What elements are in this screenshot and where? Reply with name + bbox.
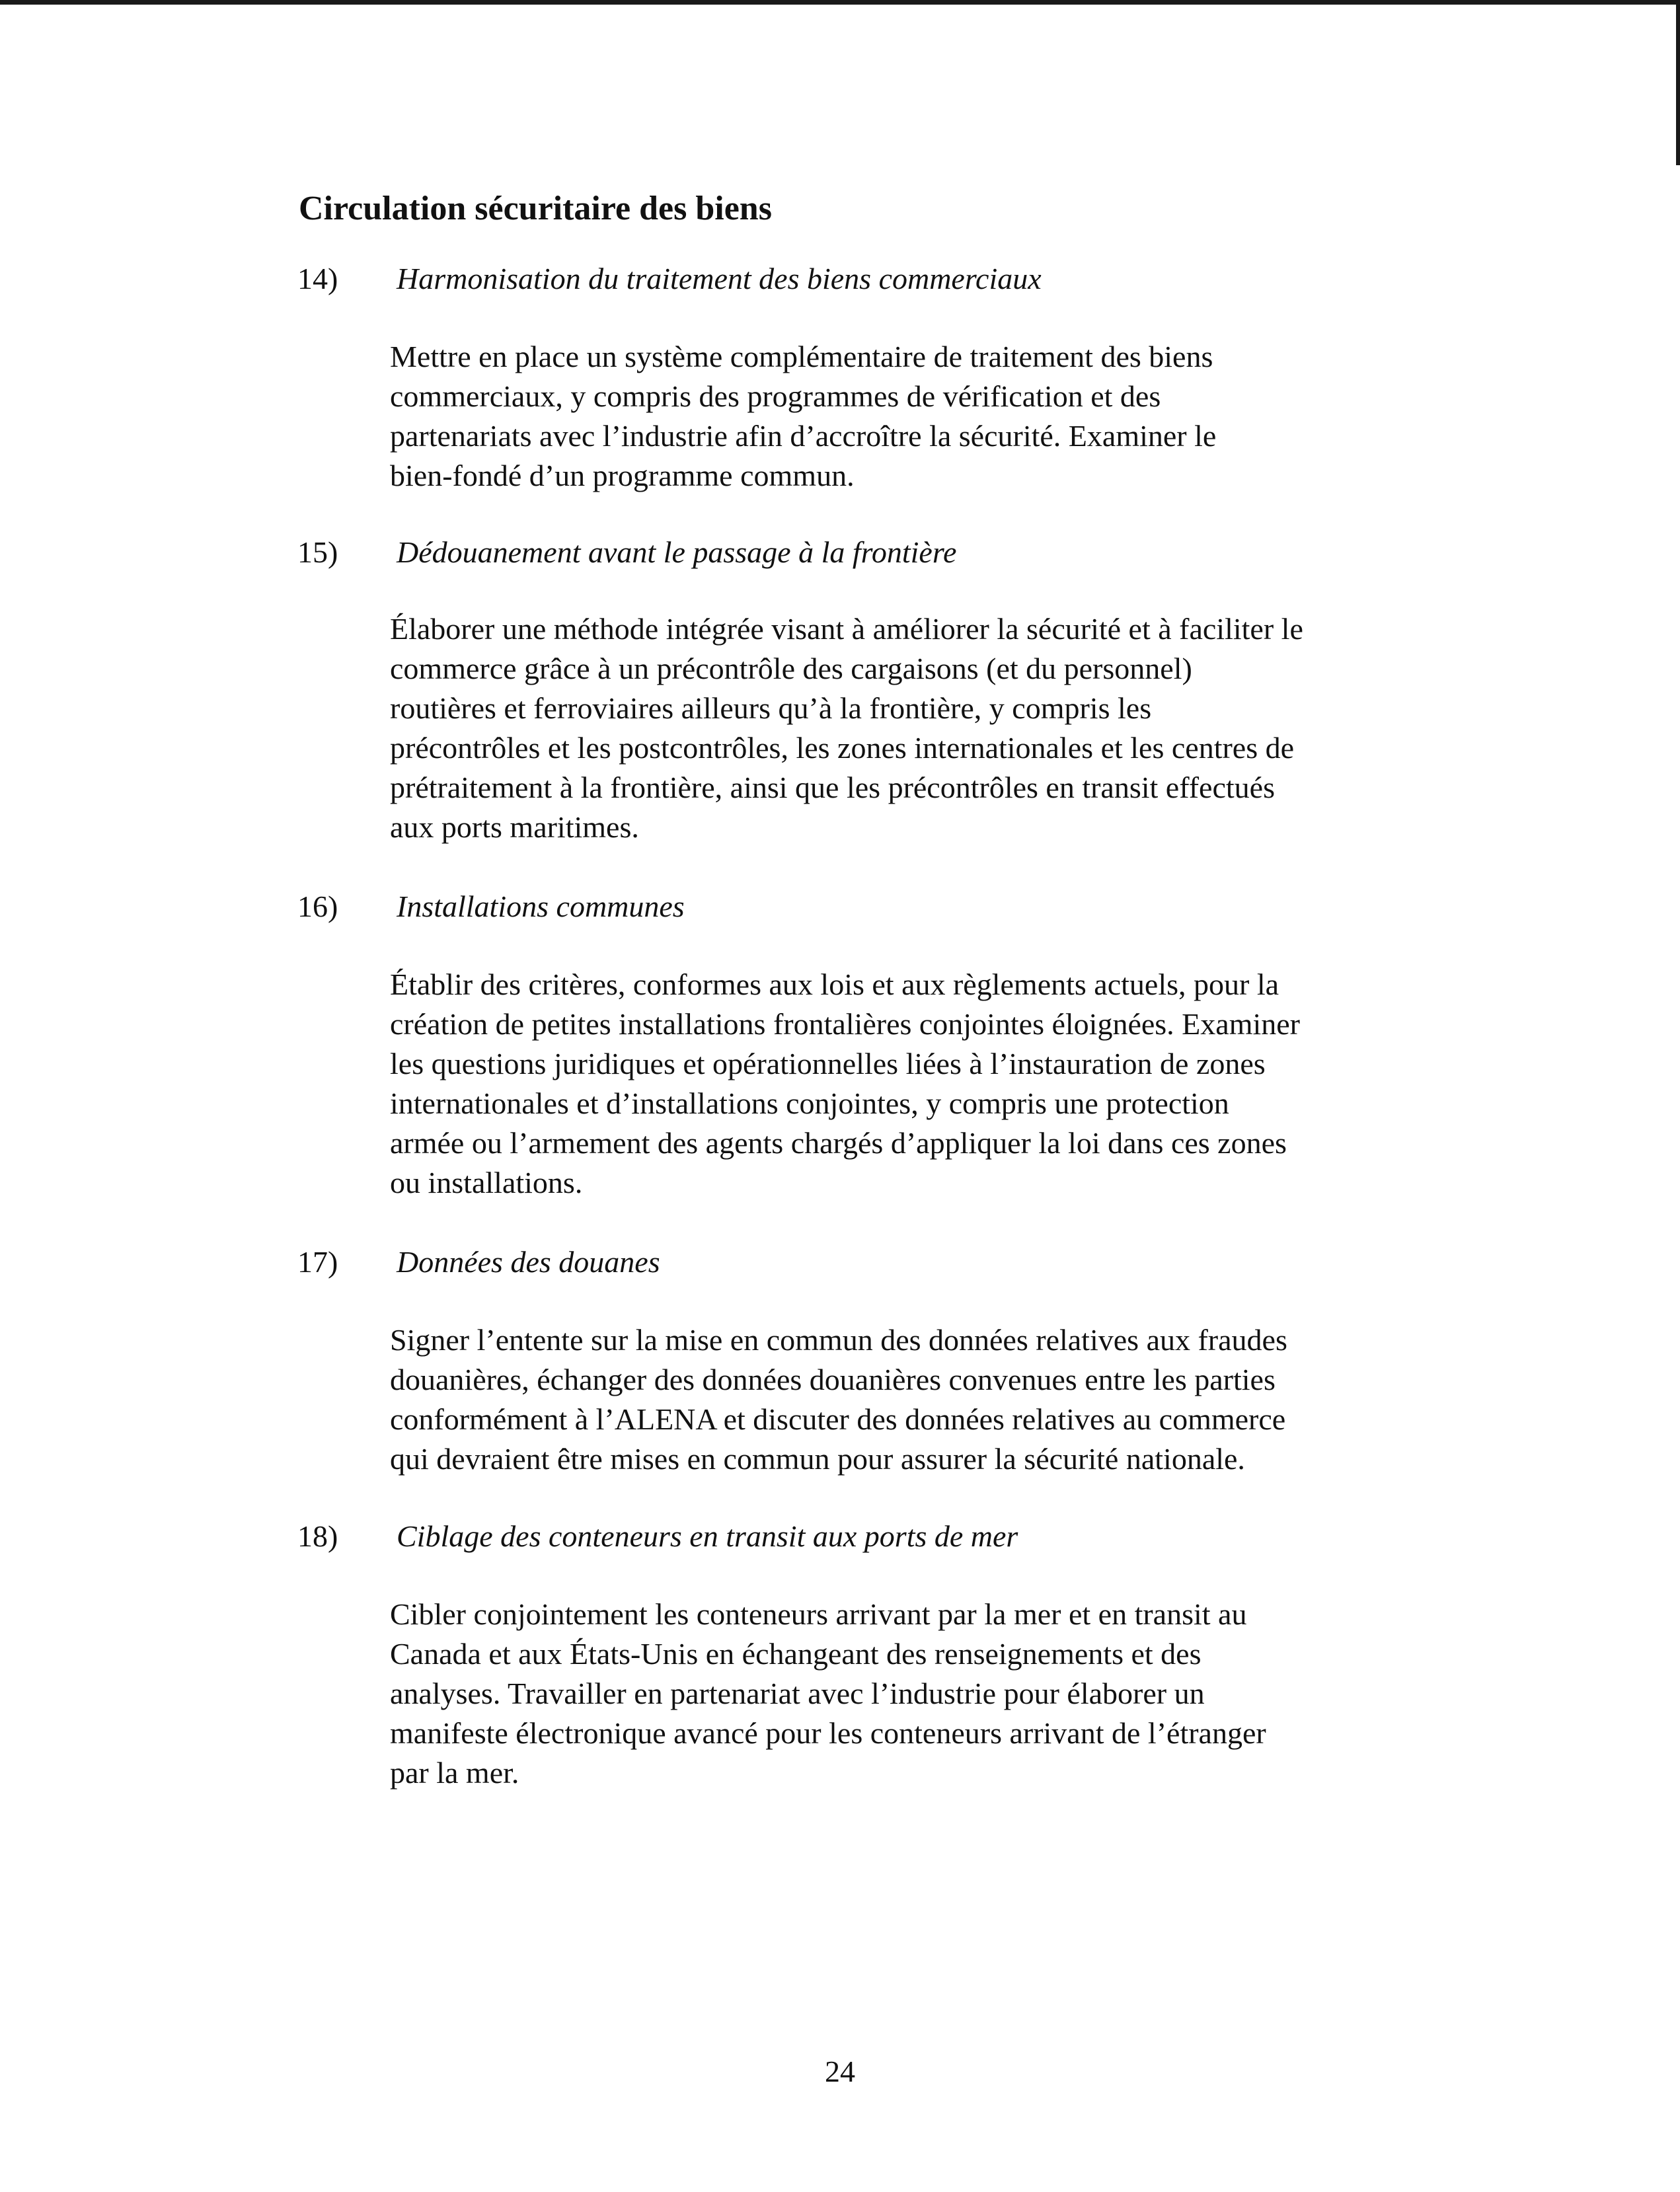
body-line: Élaborer une méthode intégrée visant à améliorer la sécurité et à faciliter le xyxy=(390,612,1303,646)
item-number: 14) xyxy=(297,262,338,295)
body-line: internationales et d’installations conjointes, y compris une protection xyxy=(390,1086,1229,1120)
body-line: routières et ferroviaires ailleurs qu’à la frontière, y compris les xyxy=(390,691,1152,725)
item-title: Ciblage des conteneurs en transit aux ports de mer xyxy=(397,1519,1018,1553)
item-title: Données des douanes xyxy=(397,1245,660,1279)
item-number: 18) xyxy=(297,1519,338,1553)
body-line: les questions juridiques et opérationnelles liées à l’instauration de zones xyxy=(390,1047,1266,1080)
body-line: précontrôles et les postcontrôles, les zones internationales et les centres de xyxy=(390,731,1295,765)
body-line: partenariats avec l’industrie afin d’accroître la sécurité. Examiner le xyxy=(390,419,1217,453)
body-line: création de petites installations frontalières conjointes éloignées. Examiner xyxy=(390,1007,1300,1041)
body-line: commerce grâce à un précontrôle des cargaisons (et du personnel) xyxy=(390,652,1192,685)
body-line: bien-fondé d’un programme commun. xyxy=(390,459,855,492)
body-line: Signer l’entente sur la mise en commun des données relatives aux fraudes xyxy=(390,1323,1287,1357)
body-line: conformément à l’ALENA et discuter des données relatives au commerce xyxy=(390,1402,1286,1436)
item-number: 15) xyxy=(297,535,338,569)
body-line: douanières, échanger des données douanières convenues entre les parties xyxy=(390,1363,1276,1396)
body-line: armée ou l’armement des agents chargés d’appliquer la loi dans ces zones xyxy=(390,1126,1287,1160)
body-line: par la mer. xyxy=(390,1756,519,1790)
body-line: manifeste électronique avancé pour les conteneurs arrivant de l’étranger xyxy=(390,1716,1266,1750)
body-line: Canada et aux États-Unis en échangeant des renseignements et des xyxy=(390,1637,1202,1671)
item-number: 16) xyxy=(297,889,338,923)
body-line: analyses. Travailler en partenariat avec l’industrie pour élaborer un xyxy=(390,1677,1205,1710)
scan-top-edge xyxy=(0,0,1680,5)
item-body xyxy=(390,965,1447,1203)
item-title: Harmonisation du traitement des biens commerciaux xyxy=(397,262,1042,295)
body-line: Mettre en place un système complémentaire de traitement des biens xyxy=(390,340,1213,373)
scan-right-edge xyxy=(1676,0,1680,165)
item-title: Dédouanement avant le passage à la frontière xyxy=(397,535,957,569)
item-number: 17) xyxy=(297,1245,338,1279)
body-line: qui devraient être mises en commun pour assurer la sécurité nationale. xyxy=(390,1442,1245,1476)
body-line: aux ports maritimes. xyxy=(390,810,639,844)
section-heading: Circulation sécuritaire des biens xyxy=(299,190,772,227)
body-line: ou installations. xyxy=(390,1166,583,1199)
item-body xyxy=(390,1320,1447,1479)
body-line: prétraitement à la frontière, ainsi que les précontrôles en transit effectués xyxy=(390,771,1275,804)
item-body xyxy=(390,609,1447,847)
body-line: commerciaux, y compris des programmes de vérification et des xyxy=(390,379,1161,413)
item-body xyxy=(390,1595,1447,1793)
body-line: Cibler conjointement les conteneurs arrivant par la mer et en transit au xyxy=(390,1597,1247,1631)
body-line: Établir des critères, conformes aux lois et aux règlements actuels, pour la xyxy=(390,967,1279,1001)
item-body xyxy=(390,337,1447,496)
item-title: Installations communes xyxy=(397,889,685,923)
page-number: 24 xyxy=(825,2055,855,2088)
